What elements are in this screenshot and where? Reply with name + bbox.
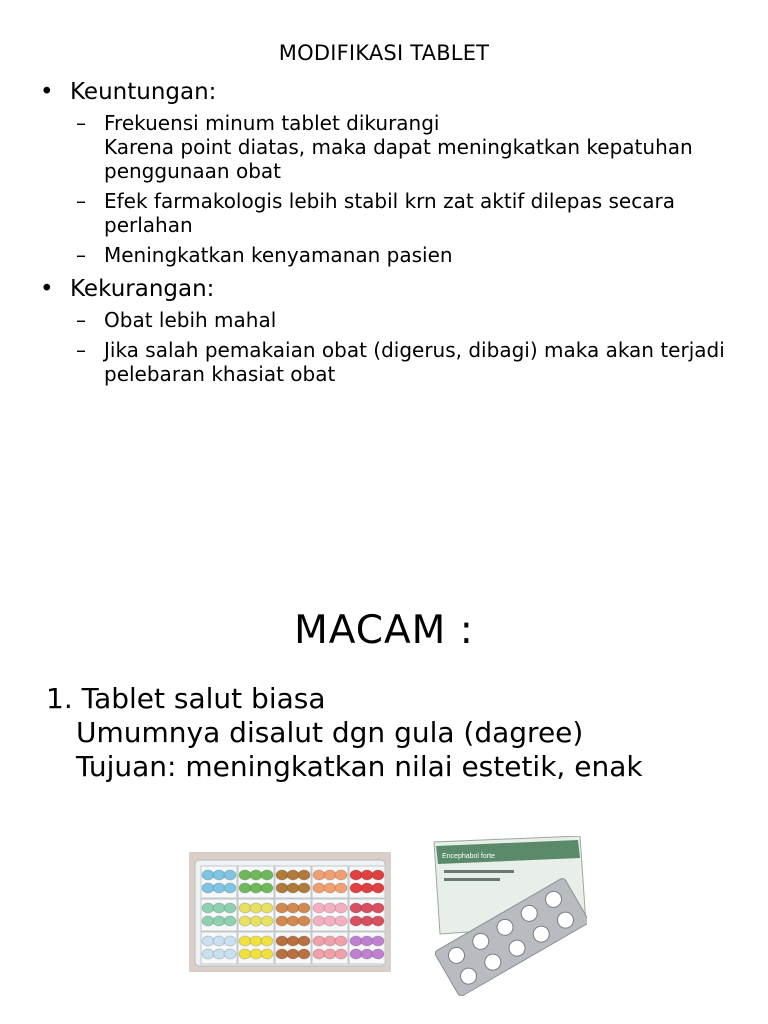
tablet — [335, 936, 347, 946]
dash-icon: – — [76, 243, 86, 267]
tablet — [324, 949, 336, 959]
bullet-icon: • — [40, 276, 54, 302]
tablet — [324, 936, 336, 946]
tablet — [213, 883, 225, 893]
list-item: – Efek farmakologis lebih stabil krn zat aktif dilepas secara perlahan — [76, 189, 675, 237]
tablet — [224, 936, 236, 946]
tablet — [261, 870, 273, 880]
tablet — [313, 870, 325, 880]
bullet-list — [38, 78, 748, 394]
tablet — [213, 916, 225, 926]
tablet — [361, 870, 373, 880]
tablet — [202, 916, 214, 926]
dash-icon: – — [76, 308, 86, 332]
tablet — [361, 936, 373, 946]
tablet — [298, 870, 310, 880]
numbered-list — [46, 682, 643, 784]
tablet — [213, 936, 225, 946]
tablet — [202, 883, 214, 893]
tablet — [350, 903, 362, 913]
tablet — [287, 903, 299, 913]
tablet — [250, 916, 262, 926]
list-item: – Frekuensi minum tablet dikurangi Karena point diatas, maka dapat meningkatkan kepatuhan penggunaan obat — [76, 111, 693, 183]
dash-icon: – — [76, 189, 86, 213]
tablet — [324, 903, 336, 913]
tablet — [224, 903, 236, 913]
tablet — [350, 883, 362, 893]
list-item: – Meningkatkan kenyamanan pasien — [76, 243, 453, 267]
tablet — [313, 903, 325, 913]
tablet — [335, 870, 347, 880]
tablet — [372, 916, 384, 926]
slide-title: MACAM : — [294, 608, 474, 653]
tablet — [324, 870, 336, 880]
tablet — [350, 936, 362, 946]
tablet — [239, 903, 251, 913]
tablet — [361, 916, 373, 926]
tablet — [287, 916, 299, 926]
tablet — [276, 903, 288, 913]
tablet — [372, 870, 384, 880]
box-fine-print — [444, 878, 500, 881]
tablet — [239, 949, 251, 959]
tablet — [250, 870, 262, 880]
tablet — [261, 936, 273, 946]
tablet — [213, 949, 225, 959]
tablet — [298, 883, 310, 893]
tablet — [361, 903, 373, 913]
blister-pack-photo — [430, 836, 587, 996]
tablet — [372, 936, 384, 946]
tablet — [335, 903, 347, 913]
tablet — [361, 883, 373, 893]
tablet — [224, 949, 236, 959]
tablet — [239, 936, 251, 946]
tablet — [335, 916, 347, 926]
tablet — [213, 870, 225, 880]
list-item-detail: Umumnya disalut dgn gula (dagree) — [76, 716, 584, 749]
tablet — [287, 936, 299, 946]
tablet — [335, 883, 347, 893]
tablet — [213, 903, 225, 913]
tablet — [202, 949, 214, 959]
tablet — [250, 936, 262, 946]
tablet — [298, 949, 310, 959]
list-item: – Jika salah pemakaian obat (digerus, dibagi) maka akan terjadi pelebaran khasiat obat — [76, 338, 725, 386]
tablet — [361, 949, 373, 959]
section-heading: • Keuntungan: — [40, 79, 217, 105]
tablet — [224, 870, 236, 880]
tablet — [202, 903, 214, 913]
tablet — [324, 883, 336, 893]
tablet — [261, 949, 273, 959]
section-kekurangan — [38, 275, 748, 386]
tablet — [276, 883, 288, 893]
tablet — [261, 916, 273, 926]
coated-tablets-box-photo — [189, 852, 391, 972]
tablet — [324, 916, 336, 926]
tablet — [313, 883, 325, 893]
tablet — [261, 903, 273, 913]
tablet — [224, 916, 236, 926]
section-heading: • Kekurangan: — [40, 276, 215, 302]
section-keuntungan — [38, 78, 748, 267]
list-item-heading: 1. Tablet salut biasa — [46, 682, 326, 715]
tablet — [239, 916, 251, 926]
tablet — [239, 870, 251, 880]
tablet — [335, 949, 347, 959]
dash-icon: – — [76, 338, 86, 362]
tablet — [202, 936, 214, 946]
box-label-text: Encephabol forte — [442, 853, 495, 860]
bullet-icon: • — [40, 79, 54, 105]
tablet — [372, 883, 384, 893]
tablet — [239, 883, 251, 893]
tablet — [372, 903, 384, 913]
tablet — [287, 949, 299, 959]
tablet — [298, 936, 310, 946]
tablet — [298, 916, 310, 926]
tablet — [250, 949, 262, 959]
tablet — [224, 883, 236, 893]
tablet — [313, 949, 325, 959]
tablet — [276, 949, 288, 959]
slide-macam — [0, 512, 768, 1024]
tablet — [350, 870, 362, 880]
tablet — [250, 903, 262, 913]
list-item: – Obat lebih mahal — [76, 308, 277, 332]
tablet — [276, 916, 288, 926]
tablet — [313, 916, 325, 926]
tablet — [250, 883, 262, 893]
slide-title: MODIFIKASI TABLET — [278, 41, 490, 65]
tablet — [276, 936, 288, 946]
tablet — [276, 870, 288, 880]
tablet — [202, 870, 214, 880]
dash-icon: – — [76, 111, 86, 135]
tablet — [287, 870, 299, 880]
tablet — [313, 936, 325, 946]
tablet — [372, 949, 384, 959]
tablet — [298, 903, 310, 913]
box-fine-print — [444, 870, 514, 873]
tablet — [350, 916, 362, 926]
list-item-detail: Tujuan: meningkatkan nilai estetik, enak — [76, 750, 643, 783]
compartment-grid — [201, 866, 385, 964]
tablet — [261, 883, 273, 893]
tablet — [350, 949, 362, 959]
tablet — [287, 883, 299, 893]
